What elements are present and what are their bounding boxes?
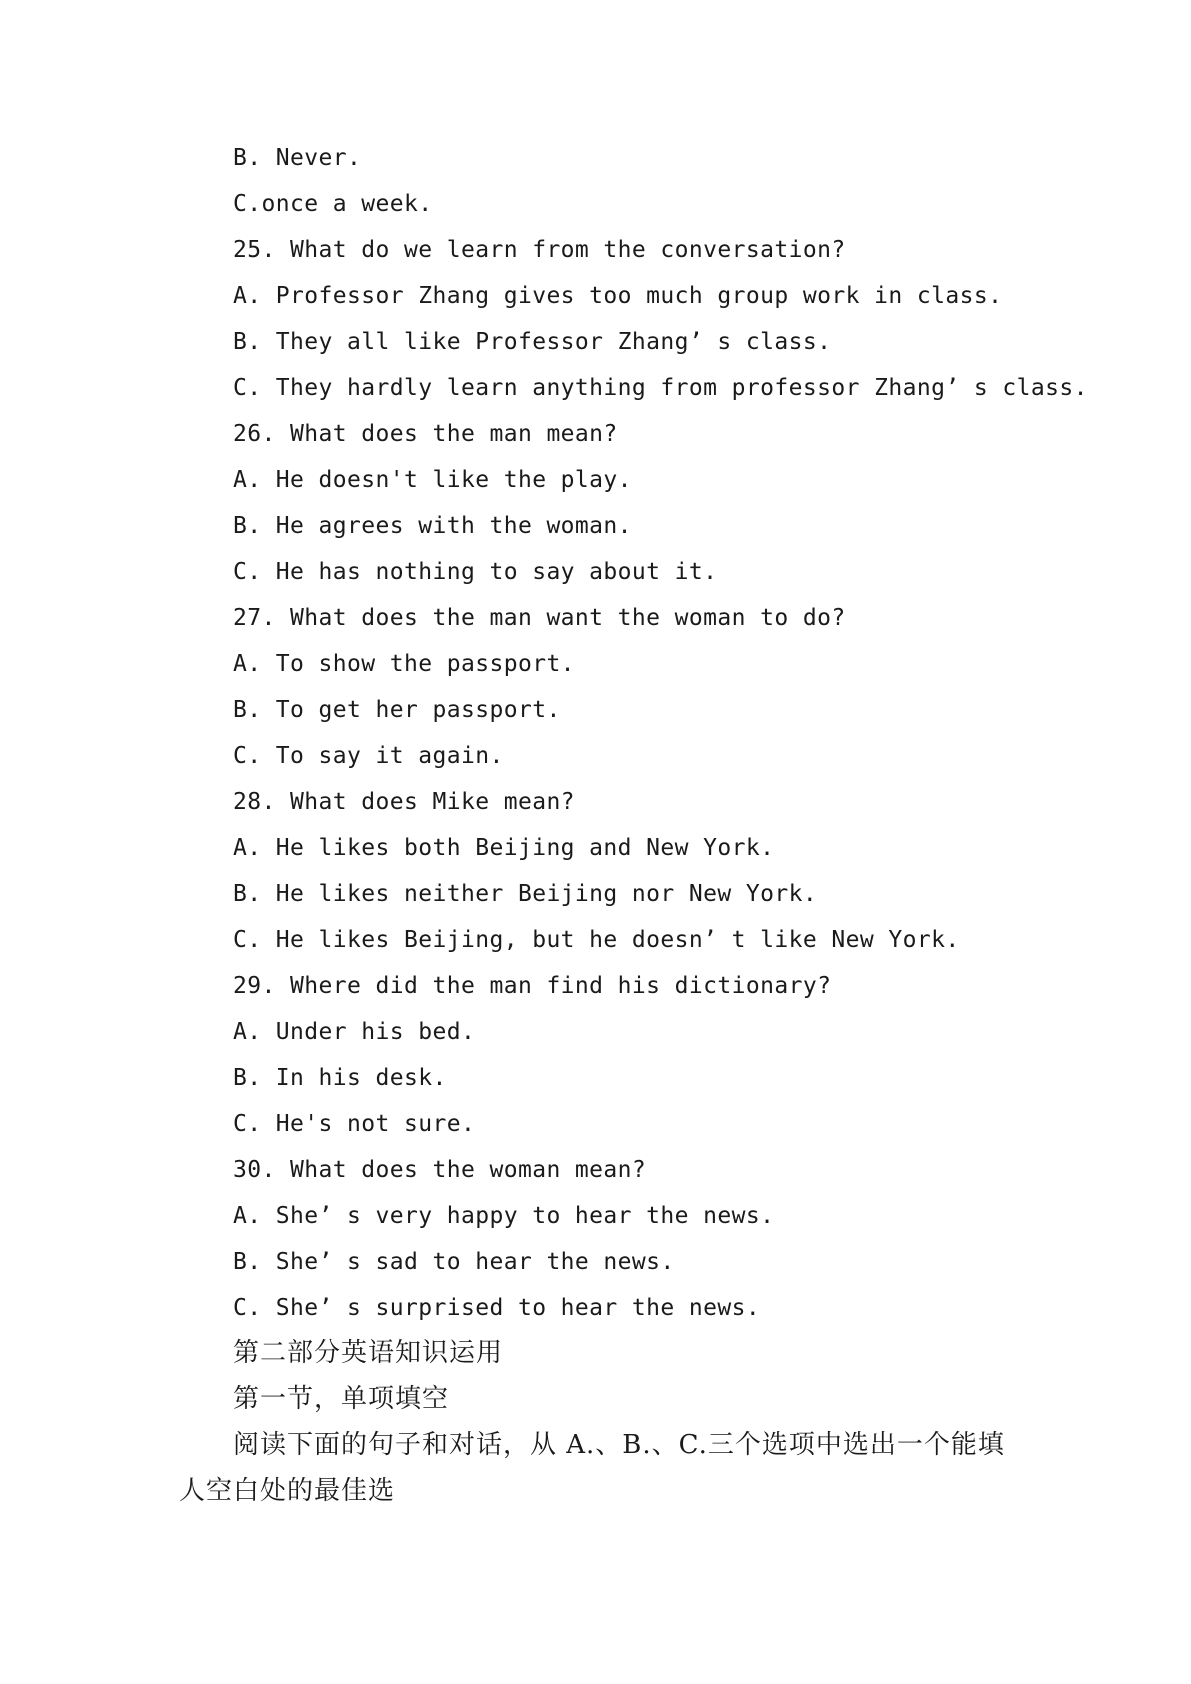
option-28a: A. He likes both Beijing and New York. [233, 835, 775, 861]
instruction-line-2: 人空白处的最佳选 [179, 1476, 396, 1506]
question-28: 28. What does Mike mean? [233, 789, 575, 815]
question-26: 26. What does the man mean? [233, 421, 618, 447]
question-27: 27. What does the man want the woman to do? [233, 605, 846, 631]
option-28b: B. He likes neither Beijing nor New York. [233, 881, 818, 907]
instruction-line-1: 阅读下面的句子和对话，从 A.、B.、C.三个选项中选出一个能填 [233, 1430, 1005, 1460]
option-30c: C. She’ s surprised to hear the news. [233, 1295, 761, 1321]
option-24b: B. Never. [233, 145, 362, 171]
option-28c: C. He likes Beijing, but he doesn’ t like New York. [233, 927, 960, 953]
option-29a: A. Under his bed. [233, 1019, 476, 1045]
subsection-title: 第一节，单项填空 [233, 1384, 450, 1414]
question-30: 30. What does the woman mean? [233, 1157, 647, 1183]
option-29b: B. In his desk. [233, 1065, 447, 1091]
option-26c: C. He has nothing to say about it. [233, 559, 718, 585]
option-29c: C. He's not sure. [233, 1111, 476, 1137]
option-24c: C.once a week. [233, 191, 433, 217]
question-29: 29. Where did the man find his dictionary? [233, 973, 832, 999]
option-27b: B. To get her passport. [233, 697, 561, 723]
option-25a: A. Professor Zhang gives too much group work in class. [233, 283, 1003, 309]
option-26a: A. He doesn't like the play. [233, 467, 632, 493]
option-25c: C. They hardly learn anything from professor Zhang’ s class. [233, 375, 1088, 401]
section-title: 第二部分英语知识运用 [233, 1338, 504, 1368]
question-25: 25. What do we learn from the conversation? [233, 237, 846, 263]
option-30b: B. She’ s sad to hear the news. [233, 1249, 675, 1275]
option-26b: B. He agrees with the woman. [233, 513, 632, 539]
option-25b: B. They all like Professor Zhang’ s class. [233, 329, 832, 355]
option-27a: A. To show the passport. [233, 651, 575, 677]
option-27c: C. To say it again. [233, 743, 504, 769]
option-30a: A. She’ s very happy to hear the news. [233, 1203, 775, 1229]
